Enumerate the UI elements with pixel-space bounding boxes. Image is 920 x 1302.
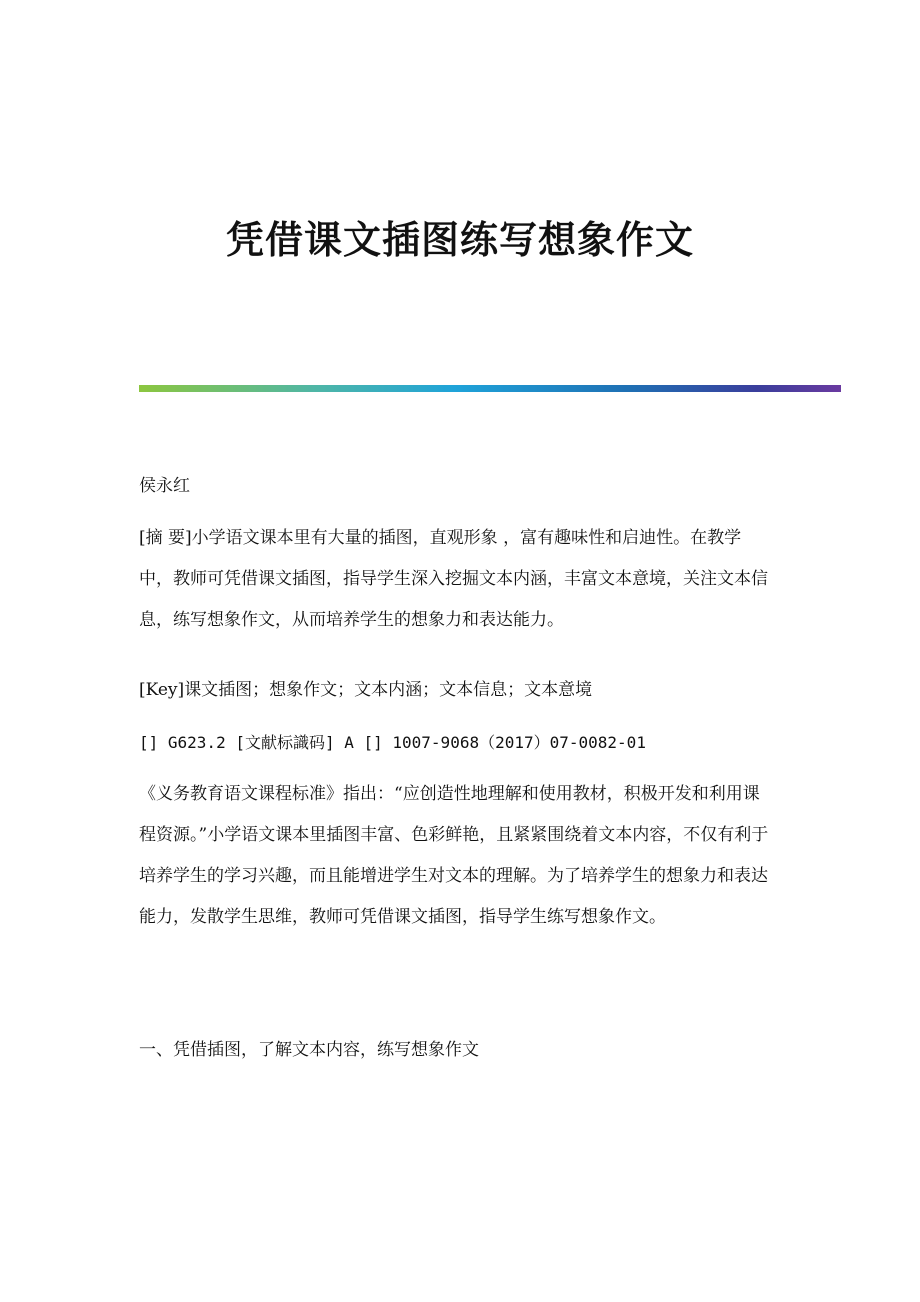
keywords-text: 课文插图；想象作文；文本内涵；文本信息；文本意境 <box>184 680 593 700</box>
abstract-paragraph <box>139 518 771 641</box>
abstract-label: [摘 要] <box>139 528 192 548</box>
keywords-label: [Key] <box>139 680 185 700</box>
author-name: 侯永红 <box>139 476 190 496</box>
section-heading: 一、凭借插图，了解文本内容，练写想象作文 <box>139 1040 479 1060</box>
abstract-text: 小学语文课本里有大量的插图，直观形象 ，富有趣味性和启迪性。在教学中，教师可凭借课文插图，指导学生深入挖掘文本内涵，丰富文本意境，关注文本信息，练写想象作文，从而培养学生的想象力和表达能力。 <box>139 528 768 630</box>
classification-line: [] G623.2 [文献标識码] A [] 1007-9068（2017）07-0082-01 <box>139 733 646 752</box>
keywords-paragraph <box>139 670 771 711</box>
document-title: 凭借课文插图练写想象作文 <box>225 217 694 262</box>
body-paragraph: 《义务教育语文课程标准》指出：“应创造性地理解和使用教材，积极开发和利用课程资源。”小学语文课本里插图丰富、色彩鲜艳，且紧紧围绕着文本内容，不仅有利于培养学生的学习兴趣，而且能增进学生对文本的理解。为了培养学生的想象力和表达能力，发散学生思维，教师可凭借课文插图，指导学生练写想象作文。 <box>139 784 769 927</box>
title-divider <box>139 385 841 392</box>
